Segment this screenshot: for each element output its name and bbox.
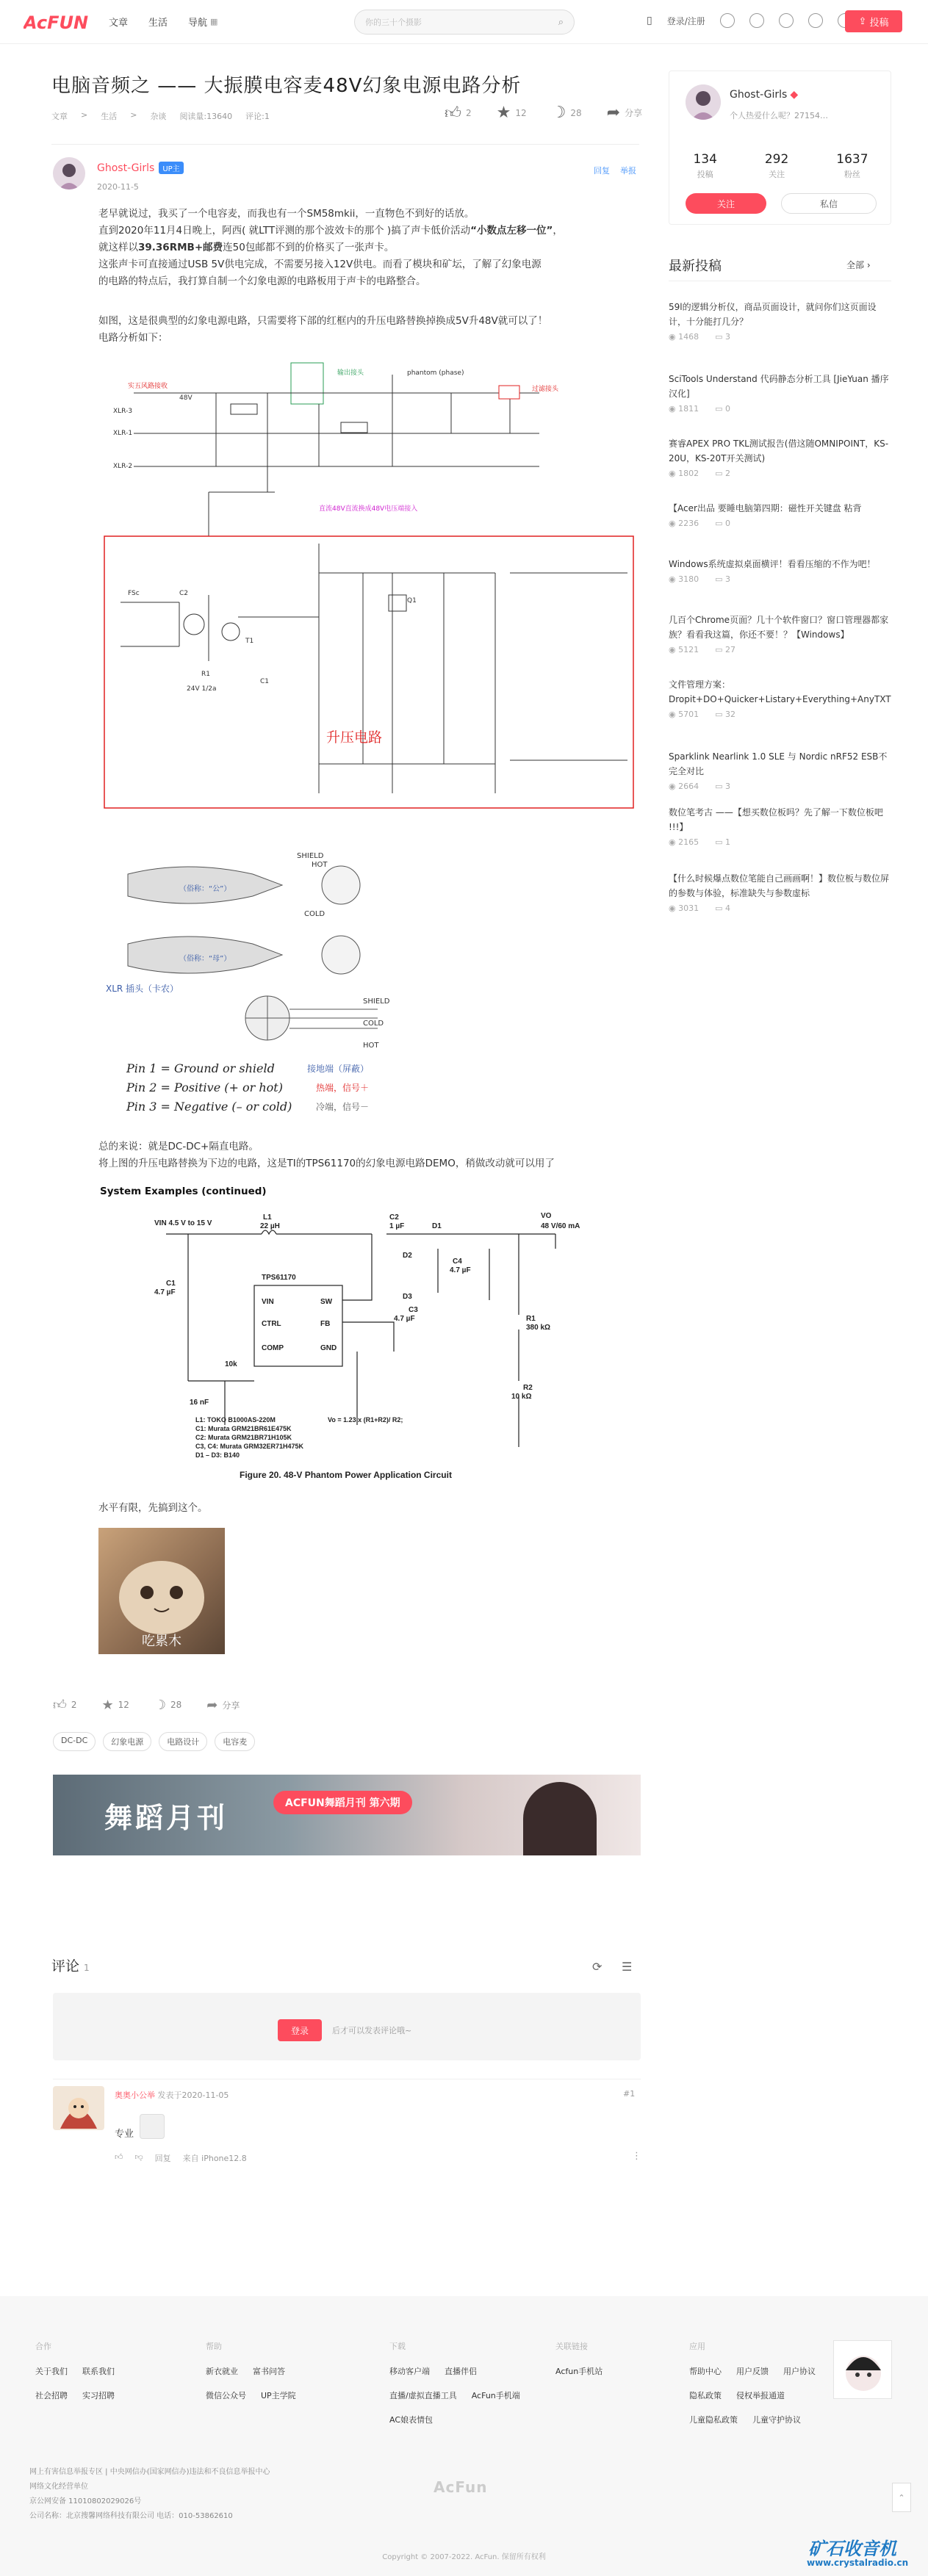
fig1-label: 过滤接头 xyxy=(532,386,559,393)
footer-link[interactable]: 移动客户端 xyxy=(389,2367,430,2376)
tag-item[interactable]: 幻象电源 xyxy=(103,1732,151,1751)
recent-post-item[interactable] xyxy=(669,372,889,414)
fig2-part: 4.7 µF xyxy=(154,1288,176,1296)
xlr-shield-top: SHIELD xyxy=(297,852,324,860)
favorite-icon[interactable] xyxy=(779,13,794,28)
xlr-cold: COLD xyxy=(363,1020,384,1028)
recent-post-title[interactable]: 59l的逻辑分析仪，商品页面设计，就问你们这页面设计，十分能打几分？ xyxy=(669,302,877,327)
like-action[interactable]: 👍︎ 2 xyxy=(53,1698,77,1713)
footer-line[interactable]: 网上有害信息举报专区 | 中央网信办(国家网信办)违法和不良信息举报中心 xyxy=(29,2468,270,2476)
comment-icon: ▭ 0 xyxy=(715,519,730,528)
footer-logo: AcFun xyxy=(434,2478,488,2496)
grid-icon: ▦ xyxy=(210,17,218,26)
nav-guide[interactable]: 导航 ▦ xyxy=(188,17,218,29)
comment-icon: ▭ 27 xyxy=(715,645,735,654)
footer-link[interactable]: 直播/虚拟直播工具 xyxy=(389,2391,457,2400)
message-icon[interactable] xyxy=(720,13,735,28)
fig2-caption: Figure 20. 48-V Phantom Power Application Circuit xyxy=(240,1470,452,1480)
view-icon: ◉ 1811 xyxy=(669,404,699,414)
fig1-label: Q1 xyxy=(407,597,417,605)
footer-link[interactable]: 帮助中心 xyxy=(689,2367,722,2376)
level-badge-icon: ◆ xyxy=(790,89,799,101)
recent-post-meta xyxy=(669,710,889,719)
comment-header xyxy=(115,2089,229,2101)
banner-person xyxy=(523,1782,597,1855)
main-nav xyxy=(109,15,217,29)
view-icon: ◉ 1468 xyxy=(669,332,699,342)
paragraph: 这张声卡可直接通过USB 5V供电完成，不需要另接入12V供电。而看了模块和矿坛，了解了幻象电源 xyxy=(98,259,542,270)
author-card xyxy=(669,71,891,225)
footer-link[interactable]: 隐私政策 xyxy=(689,2391,722,2400)
footer-link[interactable]: UP主学院 xyxy=(261,2391,296,2400)
upload-icon: ⇪ xyxy=(858,15,867,27)
fig1-label: 实五风路接收 xyxy=(128,383,168,390)
fig2-part: R2 xyxy=(523,1384,533,1392)
footer-column xyxy=(689,2340,816,2438)
fig2-pin-comp: COMP xyxy=(262,1344,284,1352)
sort-icon[interactable]: ☰ xyxy=(622,1960,633,1974)
header-right xyxy=(647,13,852,28)
recent-post-title[interactable]: 赛睿APEX PRO TKL测试报告(借这随OMNIPOINT，KS-20U，KS-20T开关测试) xyxy=(669,439,889,463)
thumb-up-icon: 👍︎ xyxy=(445,104,461,123)
recent-post-item[interactable] xyxy=(669,677,889,719)
top-bar xyxy=(0,0,928,44)
breadcrumb-sep: > xyxy=(130,110,137,120)
fig1-label: C1 xyxy=(260,678,270,685)
login-link[interactable]: 登录/注册 xyxy=(666,15,705,26)
share-icon: ➦ xyxy=(206,1697,218,1713)
footer-link[interactable]: 富书问答 xyxy=(253,2367,285,2376)
cat-caption: 吃累木 xyxy=(142,1634,181,1649)
pin1-label: Pin 1 = Ground or shield xyxy=(126,1061,275,1075)
fig2-part: 22 µH xyxy=(260,1222,280,1230)
comment-text: 专业 xyxy=(115,2129,134,2140)
fig2-part: D2 xyxy=(403,1252,412,1260)
fig2-bom: L1: TOKO B1000AS-220M xyxy=(195,1416,276,1424)
svg-text:XLR-3: XLR-3 xyxy=(113,408,133,415)
xlr-male-label: （俗称：“公”） xyxy=(179,885,231,893)
fig2-bom: D1 – D3: B140 xyxy=(195,1451,240,1459)
footer-column xyxy=(555,2340,603,2389)
footer-link[interactable]: 关于我们 xyxy=(35,2367,68,2376)
breadcrumb-sep: > xyxy=(81,110,88,120)
breadcrumb-life[interactable]: 生活 xyxy=(101,112,118,121)
banana-action[interactable]: ☽ 28 xyxy=(551,104,582,122)
comments-heading: 评论 1 xyxy=(51,1958,90,1974)
footer-mascot xyxy=(833,2340,892,2399)
recent-post-item[interactable] xyxy=(669,613,889,654)
article-actions-top xyxy=(445,103,642,123)
fig2-part: C1 xyxy=(166,1280,176,1288)
footer-column xyxy=(389,2340,520,2438)
view-icon: ◉ 2664 xyxy=(669,782,699,791)
fig2-part: D1 xyxy=(432,1222,442,1230)
refresh-icon[interactable]: ⟳ xyxy=(592,1960,603,1974)
author-name[interactable]: Ghost-Girls UP主 xyxy=(97,162,184,174)
comment-icon: ▭ 0 xyxy=(715,404,730,414)
share-action[interactable]: ➦ 分享 xyxy=(206,1697,240,1713)
share-action[interactable]: ➦ 分享 xyxy=(606,104,643,122)
pin-list xyxy=(126,1059,435,1118)
sidebar-avatar[interactable] xyxy=(686,84,721,120)
fig1-label: 直流48V直流换成48V电压端接入 xyxy=(319,505,418,513)
pin3-cn: 冷端，信号－ xyxy=(315,1102,369,1112)
fig2-heading: System Examples (continued) xyxy=(100,1186,267,1197)
fig2-part: D3 xyxy=(403,1293,412,1301)
cat-meme-image xyxy=(98,1528,225,1654)
fig2-pin-vin: VIN xyxy=(262,1298,274,1306)
comment-dislike-icon[interactable]: 👎︎ xyxy=(134,2152,143,2162)
post-date: 2020-11-5 xyxy=(97,182,139,192)
recent-post-meta xyxy=(669,404,889,414)
star-icon: ★ xyxy=(496,104,511,122)
recent-post-meta xyxy=(669,903,889,913)
fig1-label: C2 xyxy=(179,590,189,597)
phantom-schematic-image xyxy=(98,353,642,815)
thumb-up-icon: 👍︎ xyxy=(53,1698,67,1713)
footer-line: 公司名称：北京搜馨网络科技有限公司 电话：010-53862610 xyxy=(29,2512,233,2520)
recent-post-meta xyxy=(669,574,889,584)
banana-action[interactable]: ☽ 28 xyxy=(154,1697,182,1713)
recent-post-title[interactable]: 【Acer出品 要睡电脑第四期：磁性开关键盘 粘背 xyxy=(669,503,862,513)
footer-link[interactable]: 联系我们 xyxy=(82,2367,115,2376)
paragraph: 老早就说过，我买了一个电容麦，而我也有一个SM58mkii，一直物色不到好的话放。 xyxy=(98,208,475,220)
comment-icon: ▭ 3 xyxy=(715,332,730,342)
fig2-part: R1 xyxy=(526,1315,536,1323)
comment-icon: ▭ 32 xyxy=(715,710,735,719)
watermark-cn: 矿石收音机 xyxy=(808,2539,896,2559)
xlr-cold-top: COLD xyxy=(304,910,325,918)
author-links xyxy=(594,165,636,176)
watermark-url: www.crystalradio.cn xyxy=(807,2558,909,2568)
footer-column xyxy=(206,2340,296,2414)
paragraph: 总的来说：就是DC-DC+隔直电路。 xyxy=(98,1141,259,1152)
xlr-hot: HOT xyxy=(363,1042,379,1050)
footer-link[interactable]: AcFun手机端 xyxy=(471,2391,520,2400)
pin3-label: Pin 3 = Negative (– or cold) xyxy=(126,1100,292,1114)
recent-post-meta xyxy=(669,782,889,791)
view-icon: ◉ 5701 xyxy=(669,710,699,719)
fig2-pin-sw: SW xyxy=(320,1298,333,1306)
phone-icon[interactable]: ▯ xyxy=(647,15,652,26)
comment-floor: #1 xyxy=(623,2089,636,2099)
footer-line[interactable]: 京公网安备 11010802029026号 xyxy=(29,2497,142,2505)
fig2-part: C2 xyxy=(389,1213,399,1222)
post-button[interactable]: ⇪ 投稿 xyxy=(845,10,902,32)
fig2-part: L1 xyxy=(263,1213,272,1222)
fig1-label: 输出接头 xyxy=(337,369,364,377)
recent-post-item[interactable] xyxy=(669,300,889,342)
like-action[interactable]: 👍︎ 2 xyxy=(445,104,472,123)
footer-column xyxy=(35,2340,115,2414)
footer-col-heading: 下载 xyxy=(389,2342,406,2351)
dance-monthly-banner[interactable] xyxy=(53,1775,641,1855)
share-icon: ➦ xyxy=(606,104,621,122)
fig2-pin-ctrl: CTRL xyxy=(262,1320,281,1328)
paragraph: 就这样以39.36RMB+邮费连50包邮都不到的价格买了一张声卡。 xyxy=(98,242,395,253)
recent-post-item[interactable] xyxy=(669,501,889,528)
acfun-logo[interactable] xyxy=(24,10,97,34)
fig2-part: 380 kΩ xyxy=(526,1324,551,1332)
comment-time: 发表于2020-11-05 xyxy=(157,2090,229,2100)
xlr-female-label: （俗称：“母”） xyxy=(179,955,231,963)
recent-post-title[interactable]: 文件管理方案：Dropit+DO+Quicker+Listary+Everything+AnyTXT xyxy=(669,679,891,704)
sidebar-stats xyxy=(669,152,892,180)
fig2-bom: C1: Murata GRM21BR61E475K xyxy=(195,1425,292,1432)
fig2-part: 1 µF xyxy=(389,1222,405,1230)
banner-sub: ACFUN舞蹈月刊 第六期 xyxy=(273,1791,412,1814)
follow-button[interactable]: 关注 xyxy=(686,193,766,214)
fig2-part: 10k xyxy=(225,1360,237,1368)
fig2-bom: C3, C4: Murata GRM32ER71H475K xyxy=(195,1443,304,1450)
fig2-pin-gnd: GND xyxy=(320,1344,337,1352)
footer-link[interactable]: 新衣就业 xyxy=(206,2367,238,2376)
banana-icon: ☽ xyxy=(154,1697,167,1713)
svg-text:AcFUN: AcFUN xyxy=(24,12,89,33)
recent-post-item[interactable] xyxy=(669,871,889,913)
reply-link[interactable]: 回复 xyxy=(594,166,610,176)
sidebar-signature: 个人热爱什么呢？27154… xyxy=(730,111,828,120)
footer xyxy=(0,2296,928,2576)
recent-post-title[interactable]: Windows系统虚拟桌面横评！看看压缩的不作为吧！ xyxy=(669,559,876,569)
recent-post-title[interactable]: 数位笔考古 ——【想买数位板吗？先了解一下数位板吧 !!!】 xyxy=(669,807,883,832)
fig2-bom: C2: Murata GRM21BR71H105K xyxy=(195,1434,292,1441)
comment-login-button[interactable]: 登录 xyxy=(278,2019,322,2041)
back-to-top-button[interactable]: ⌃ xyxy=(892,2483,911,2512)
view-icon: ◉ 2236 xyxy=(669,519,699,528)
recent-post-meta xyxy=(669,332,889,342)
comment-like-icon[interactable]: 👍︎ xyxy=(115,2152,123,2162)
article-meta xyxy=(51,110,270,122)
footer-col-heading: 帮助 xyxy=(206,2342,222,2351)
recent-post-item[interactable] xyxy=(669,436,889,478)
fig1-label: phantom (phase) xyxy=(407,369,464,377)
paragraph: 如图，这是很典型的幻象电源电路，只需要将下部的红框内的升压电路替换掉换成5V升48V就可以了！ xyxy=(98,315,548,327)
xlr-shield: SHIELD xyxy=(363,997,390,1006)
paragraph: 水平有限，先搞到这个。 xyxy=(98,1502,208,1514)
view-icon: ◉ 3180 xyxy=(669,574,699,584)
recent-post-item[interactable] xyxy=(669,557,889,584)
view-count: 阅读量:13640 xyxy=(179,112,233,121)
copyright: Copyright © 2007-2022. AcFun. 保留所有权利 xyxy=(382,2553,546,2561)
stat-following[interactable]: 292 关注 xyxy=(764,152,789,179)
message-button[interactable]: 私信 xyxy=(781,193,877,214)
nav-life[interactable]: 生活 xyxy=(148,18,168,29)
fig2-vin: VIN 4.5 V to 15 V xyxy=(154,1219,212,1227)
search-box[interactable] xyxy=(354,10,575,35)
comment-hint: 后才可以发表评论哦~ xyxy=(332,2026,412,2035)
report-link[interactable]: 举报 xyxy=(620,166,636,176)
pin1-cn: 接地端（屏蔽） xyxy=(306,1064,369,1074)
pin2-cn: 热端，信号＋ xyxy=(315,1083,369,1093)
search-input[interactable]: 你的三十个摄影 xyxy=(365,18,422,27)
more-icon[interactable]: ⋮ xyxy=(632,2151,641,2162)
breadcrumb-article[interactable]: 文章 xyxy=(51,112,68,121)
comment-actions xyxy=(115,2152,247,2164)
sidebar-author-name[interactable]: Ghost-Girls ◆ xyxy=(730,89,799,101)
up-badge: UP主 xyxy=(159,162,183,174)
commenter-name[interactable]: 奥奥小公举 xyxy=(115,2090,155,2100)
recent-post-meta xyxy=(669,645,889,654)
svg-text:XLR-2: XLR-2 xyxy=(113,463,133,470)
recent-post-title[interactable]: SciTools Understand 代码静态分析工具 [JieYuan 播序 汉化] xyxy=(669,374,889,399)
fig2-part: 4.7 µF xyxy=(394,1315,415,1323)
fig1-label: FSc xyxy=(128,590,140,597)
recent-post-meta xyxy=(669,469,889,478)
dynamic-icon[interactable] xyxy=(808,13,823,28)
tps61170-schematic-image xyxy=(144,1205,600,1484)
footer-col-heading: 应用 xyxy=(689,2342,705,2351)
xlr-hot-top: HOT xyxy=(312,861,328,869)
footer-link[interactable]: 实习招聘 xyxy=(82,2391,115,2400)
footer-link[interactable]: 用户协议 xyxy=(783,2367,816,2376)
comment-input-box xyxy=(53,1993,641,2060)
view-icon: ◉ 2165 xyxy=(669,837,699,847)
footer-link[interactable]: 侵权举报通道 xyxy=(736,2391,785,2400)
footer-link[interactable]: 儿童守护协议 xyxy=(752,2415,801,2425)
history-icon[interactable] xyxy=(749,13,764,28)
recent-post-title[interactable]: 【什么时候爆点数位笔能自己画画啊！】数位板与数位屏的参数与体验，标准缺失与参数虚标 xyxy=(669,873,890,898)
fig1-label: 24V 1/2a xyxy=(187,685,217,693)
comment-icon: ▭ 1 xyxy=(715,837,730,847)
fig2-formula: Vo = 1.23 x (R1+R2)/ R2; xyxy=(328,1416,403,1424)
stat-posts[interactable]: 134 投稿 xyxy=(693,152,717,179)
author-avatar[interactable] xyxy=(53,157,85,190)
star-icon: ★ xyxy=(101,1697,114,1713)
paragraph: 的电路的特点后，我打算自制一个幻象电源的电路板用于声卡的电路整合。 xyxy=(98,275,426,287)
footer-link[interactable]: 直播伴侣 xyxy=(445,2367,477,2376)
comment-icon: ▭ 2 xyxy=(715,469,730,478)
banana-icon: ☽ xyxy=(551,104,566,122)
view-icon: ◉ 1802 xyxy=(669,469,699,478)
paragraph: 直到2020年11月4日晚上，阿西( 就LTT评测的那个波效卡的那个 )搞了声卡低价活动“小数点左移一位”， xyxy=(98,225,563,237)
footer-link[interactable]: AC娘表情包 xyxy=(389,2415,434,2425)
recent-post-item[interactable] xyxy=(669,805,889,847)
comment-count: 评论:1 xyxy=(245,112,270,121)
fig2-part: C4 xyxy=(453,1258,462,1266)
xlr-title: XLR 插头（卡农） xyxy=(106,984,179,994)
pin2-label: Pin 2 = Positive (+ or hot) xyxy=(126,1080,283,1094)
fig2-vo: VO xyxy=(541,1212,552,1220)
article-title: 电脑音频之 —— 大振膜电容麦48V幻象电源电路分析 xyxy=(51,75,522,97)
fig2-part: 10 kΩ xyxy=(511,1393,532,1401)
commenter-avatar[interactable] xyxy=(53,2086,104,2130)
recent-post-title[interactable]: 几百个Chrome页面？几十个软件窗口？窗口管理器都家族？看看我这篇，你还不要！？【Windows】 xyxy=(669,615,889,640)
divider xyxy=(51,144,639,145)
nav-article[interactable]: 文章 xyxy=(109,18,129,29)
tag-item[interactable]: DC-DC xyxy=(53,1732,96,1751)
comment-icon: ▭ 3 xyxy=(715,574,730,584)
svg-text:48V: 48V xyxy=(179,394,193,402)
recent-post-meta xyxy=(669,837,889,847)
footer-col-heading: 合作 xyxy=(35,2342,51,2351)
recent-posts-heading: 最新投稿 xyxy=(669,259,722,274)
search-icon[interactable]: ⌕ xyxy=(558,16,564,28)
comment-reply[interactable]: 回复 xyxy=(154,2154,171,2163)
stat-followers[interactable]: 1637 粉丝 xyxy=(836,152,868,179)
article-actions-bottom xyxy=(53,1697,240,1713)
tag-list xyxy=(53,1732,255,1751)
banner-title: 舞蹈月刊 xyxy=(104,1802,229,1834)
footer-link[interactable]: 用户反馈 xyxy=(736,2367,769,2376)
comment-sticker xyxy=(140,2114,165,2139)
fig1-label: R1 xyxy=(201,671,210,678)
recent-post-meta xyxy=(669,519,889,528)
tag-item[interactable]: 电路设计 xyxy=(159,1732,207,1751)
collect-action[interactable]: ★ 12 xyxy=(101,1697,129,1713)
paragraph: 电路分析如下： xyxy=(98,332,168,344)
footer-legal xyxy=(29,2465,270,2524)
tag-item[interactable]: 电容麦 xyxy=(215,1732,255,1751)
footer-link[interactable]: 儿童隐私政策 xyxy=(689,2415,738,2425)
recent-all-link[interactable]: 全部 › xyxy=(846,260,871,270)
comment-icon: ▭ 3 xyxy=(715,782,730,791)
comment-icon: ▭ 4 xyxy=(715,903,730,913)
collect-action[interactable]: ★ 12 xyxy=(496,104,527,122)
footer-link[interactable]: 社会招聘 xyxy=(35,2391,68,2400)
fig1-label: T1 xyxy=(245,638,254,645)
fig2-pin-fb: FB xyxy=(320,1320,331,1328)
svg-text:XLR-1: XLR-1 xyxy=(113,430,133,437)
fig2-vout: 48 V/60 mA xyxy=(541,1222,580,1230)
boost-circuit-label: 升压电路 xyxy=(326,729,383,746)
fig2-part: 4.7 µF xyxy=(450,1266,471,1274)
footer-link[interactable]: Acfun手机站 xyxy=(555,2367,603,2376)
recent-post-title[interactable]: Sparklink Nearlink 1.0 SLE 与 Nordic nRF52 ESB不完全对比 xyxy=(669,751,888,776)
view-icon: ◉ 5121 xyxy=(669,645,699,654)
comment-device: 来自 iPhone12.8 xyxy=(182,2154,247,2163)
fig2-part: 16 nF xyxy=(190,1399,209,1407)
breadcrumb-misc[interactable]: 杂谈 xyxy=(150,112,167,121)
footer-line[interactable]: 网络文化经营单位 xyxy=(29,2483,88,2491)
fig2-ic: TPS61170 xyxy=(262,1274,296,1282)
paragraph: 将上图的升压电路替换为下边的电路，这是TI的TPS61170的幻象电源电路DEMO，稍做改动就可以用了 xyxy=(98,1158,555,1169)
footer-link[interactable]: 微信公众号 xyxy=(206,2391,246,2400)
view-icon: ◉ 3031 xyxy=(669,903,699,913)
recent-post-item[interactable] xyxy=(669,749,889,791)
footer-col-heading: 关联链接 xyxy=(555,2342,588,2351)
fig2-part: C3 xyxy=(409,1306,418,1314)
